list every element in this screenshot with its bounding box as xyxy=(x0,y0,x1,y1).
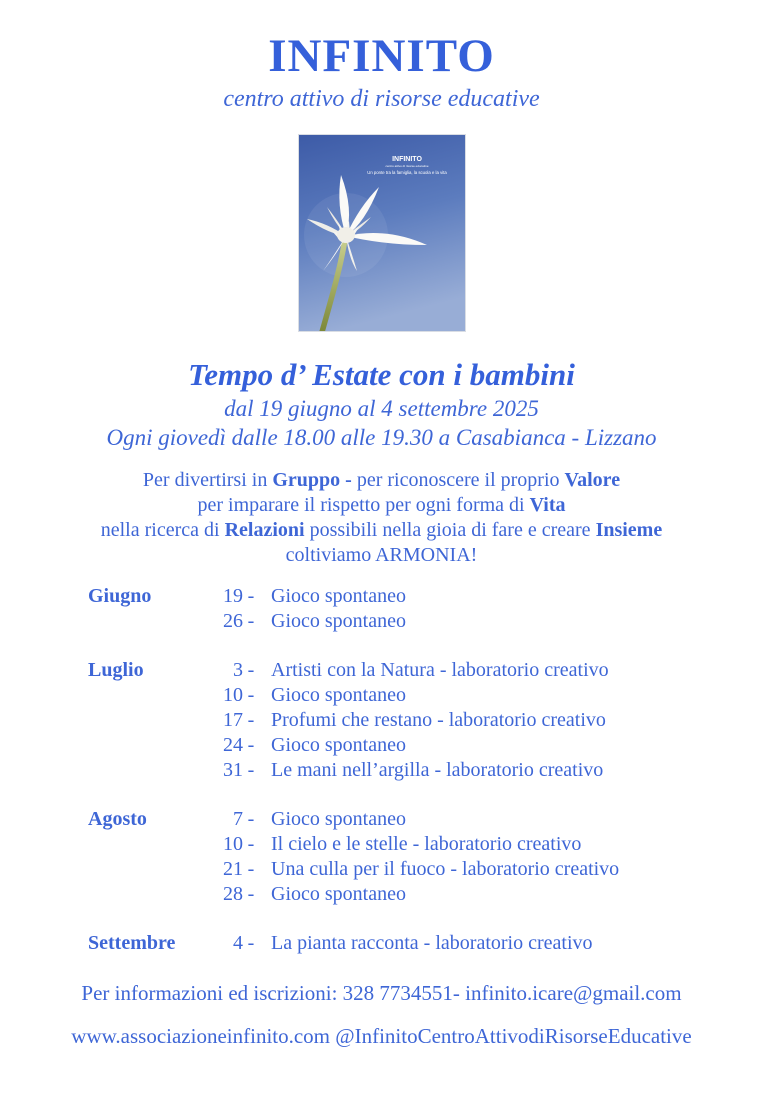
text-segment: per riconoscere il proprio xyxy=(351,469,565,492)
month-block-giugno xyxy=(0,584,763,634)
text-segment: coltiviamo ARMONIA! xyxy=(285,544,478,567)
event-day: 21 xyxy=(223,858,243,881)
month-block-luglio xyxy=(0,658,763,783)
event-day: 4 xyxy=(233,932,243,955)
event-day: 28 xyxy=(223,883,243,906)
event-activity: La pianta racconta - laboratorio creativo xyxy=(271,932,593,955)
schedule-row xyxy=(0,857,763,882)
text-segment: Insieme xyxy=(595,519,663,542)
text-segment: Vita xyxy=(529,494,566,517)
event-day: 10 xyxy=(223,684,243,707)
month-label-spacer xyxy=(88,609,213,634)
schedule-row xyxy=(0,931,763,956)
text-segment: Gruppo - xyxy=(272,469,352,492)
schedule-row xyxy=(0,882,763,907)
event-day: 7 xyxy=(233,808,243,831)
day-separator: - xyxy=(247,659,255,682)
month-label-spacer xyxy=(88,683,213,708)
schedule-row xyxy=(0,733,763,758)
event-time-location: Ogni giovedì dalle 18.00 alle 19.30 a Casabianca - Lizzano xyxy=(106,425,657,451)
month-label-spacer xyxy=(88,708,213,733)
day-separator: - xyxy=(247,585,255,608)
day-separator: - xyxy=(247,833,255,856)
event-day: 19 xyxy=(223,585,243,608)
month-label-spacer xyxy=(88,733,213,758)
month-label: Agosto xyxy=(88,808,147,831)
month-label: Giugno xyxy=(88,585,152,608)
photo-subtitle-text: centro attivo di risorse educative xyxy=(384,164,429,169)
event-activity: Una culla per il fuoco - laboratorio creativo xyxy=(271,858,620,881)
contact-info: Per informazioni ed iscrizioni: 328 7734551- infinito.icare@gmail.com xyxy=(81,981,682,1006)
event-day: 3 xyxy=(233,659,243,682)
month-label-spacer xyxy=(88,882,213,907)
month-label: Settembre xyxy=(88,932,176,955)
month-block-agosto xyxy=(0,807,763,907)
event-activity: Artisti con la Natura - laboratorio creativo xyxy=(271,659,609,682)
day-separator: - xyxy=(247,759,255,782)
event-activity: Il cielo e le stelle - laboratorio creativo xyxy=(271,833,582,856)
event-day: 10 xyxy=(223,833,243,856)
day-separator: - xyxy=(247,684,255,707)
day-separator: - xyxy=(247,709,255,732)
event-activity: Gioco spontaneo xyxy=(271,684,406,707)
event-day: 24 xyxy=(223,734,243,757)
schedule-row xyxy=(0,683,763,708)
flower-photo-image xyxy=(299,135,465,331)
event-day: 17 xyxy=(223,709,243,732)
page-subtitle: centro attivo di risorse educative xyxy=(223,86,540,113)
page-title: INFINITO xyxy=(268,30,495,82)
text-segment: Valore xyxy=(564,469,621,492)
website-social-info: www.associazioneinfinito.com @InfinitoCentroAttivodiRisorseEducative xyxy=(71,1024,692,1049)
event-activity: Gioco spontaneo xyxy=(271,610,406,633)
text-segment: per imparare il rispetto per ogni forma di xyxy=(197,494,530,517)
month-label: Luglio xyxy=(88,659,144,682)
text-segment: Relazioni xyxy=(224,519,305,542)
event-activity: Profumi che restano - laboratorio creativo xyxy=(271,709,606,732)
schedule-row xyxy=(0,658,763,683)
flyer-photo xyxy=(298,134,466,332)
text-segment: possibili nella gioia di fare e creare xyxy=(304,519,596,542)
intro-line-3 xyxy=(0,518,763,543)
event-day: 31 xyxy=(223,759,243,782)
event-activity: Le mani nell’argilla - laboratorio creativo xyxy=(271,759,604,782)
intro-line-4 xyxy=(0,543,763,568)
text-segment: Per divertirsi in xyxy=(142,469,273,492)
day-separator: - xyxy=(247,883,255,906)
day-separator: - xyxy=(247,734,255,757)
schedule-row xyxy=(0,832,763,857)
schedule xyxy=(0,584,763,956)
schedule-row xyxy=(0,584,763,609)
month-label-spacer xyxy=(88,857,213,882)
day-separator: - xyxy=(247,808,255,831)
event-title: Tempo d’ Estate con i bambini xyxy=(188,357,575,393)
event-activity: Gioco spontaneo xyxy=(271,734,406,757)
month-block-settembre xyxy=(0,931,763,956)
photo-tagline-text: Un ponte tra la famiglia, la scuola e la vita xyxy=(366,170,447,176)
event-activity: Gioco spontaneo xyxy=(271,883,406,906)
text-segment: nella ricerca di xyxy=(100,519,225,542)
schedule-row xyxy=(0,708,763,733)
schedule-row xyxy=(0,609,763,634)
schedule-row xyxy=(0,807,763,832)
day-separator: - xyxy=(247,610,255,633)
flyer-page xyxy=(0,28,763,1108)
day-separator: - xyxy=(247,858,255,881)
photo-title-text: INFINITO xyxy=(391,156,422,164)
month-label-spacer xyxy=(88,832,213,857)
intro-line-1 xyxy=(0,468,763,493)
event-activity: Gioco spontaneo xyxy=(271,585,406,608)
schedule-row xyxy=(0,758,763,783)
month-label-spacer xyxy=(88,758,213,783)
day-separator: - xyxy=(247,932,255,955)
intro-line-2 xyxy=(0,493,763,518)
event-activity: Gioco spontaneo xyxy=(271,808,406,831)
event-day: 26 xyxy=(223,610,243,633)
intro-paragraph xyxy=(0,468,763,568)
event-date-range: dal 19 giugno al 4 settembre 2025 xyxy=(224,396,539,422)
